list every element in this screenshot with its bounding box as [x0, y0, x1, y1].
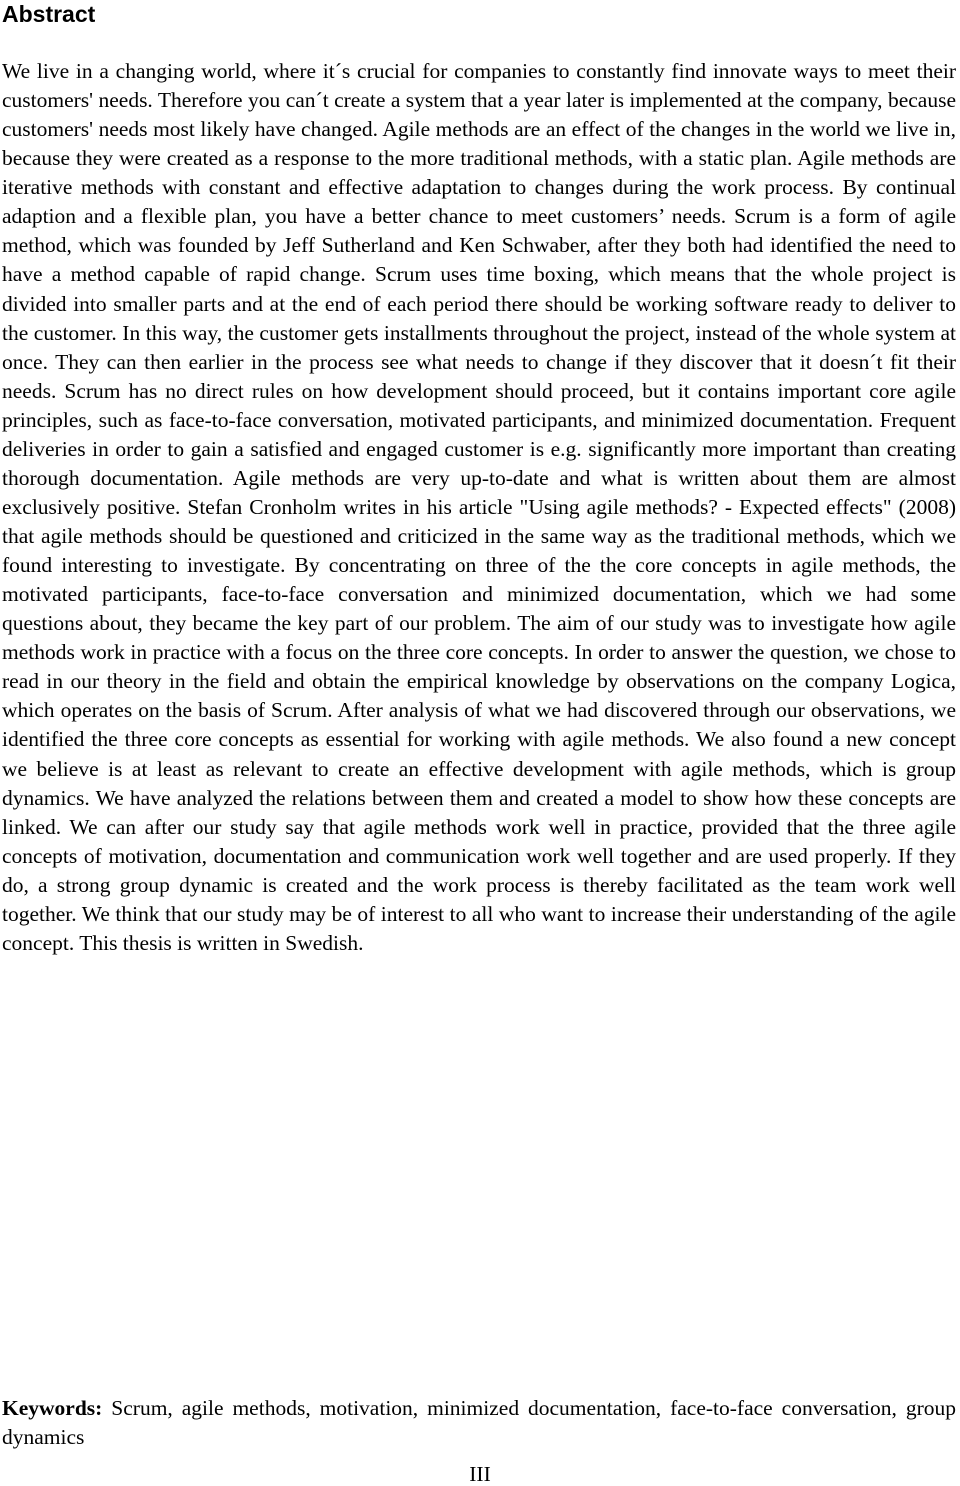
abstract-body: We live in a changing world, where it´s crucial for companies to constantly find innovate ways to meet their customers' needs. Therefore you can´t create a system that a year later is implemented at the company, because customers' needs most likely have changed. Agile methods are an effect of the changes in the world we live in, because they were created as a response to the more traditional methods, with a static plan. Agile methods are iterative methods with constant and effective adaptation to changes during the work process. By continual adaption and a flexible plan, you have a better chance to meet customers’ needs. Scrum is a form of agile method, which was founded by Jeff Sutherland and Ken Schwaber, after they both had identified the need to have a method capable of rapid change. Scrum uses time boxing, which means that the whole project is divided into smaller parts and at the end of each period there should be working software ready to deliver to the customer. In this way, the customer gets installments throughout the project, instead of the whole system at once. They can then earlier in the process see what needs to change if they discover that it doesn´t fit their needs. Scrum has no direct rules on how development should proceed, but it contains important core agile principles, such as face-to-face conversation, motivated participants, and minimized documentation. Frequent deliveries in order to gain a satisfied and engaged customer is e.g. significantly more important than creating thorough documentation. Agile methods are very up-to-date and what is written about them are almost exclusively positive. Stefan Cronholm writes in his article "Using agile methods? - Expected effects" (2008) that agile methods should be questioned and criticized in the same way as the traditional methods, which we found interesting to investigate. By concentrating on three of the the core concepts in agile methods, the motivated participants, face-to-face conversation and minimized documentation, which we had some questions about, they became the key part of our problem. The aim of our study was to investigate how agile methods work in practice with a focus on the three core concepts. In order to answer the question, we chose to read in our theory in the field and obtain the empirical knowledge by observations on the company Logica, which operates on the basis of Scrum. After analysis of what we had discovered through our observations, we identified the three core concepts as essential for working with agile methods. We also found a new concept we believe is at least as relevant to create an effective development with agile methods, which is group dynamics. We have analyzed the relations between them and created a model to show how these concepts are linked. We can after our study say that agile methods work well in practice, provided that the three agile concepts of motivation, documentation and communication work well together and are used properly. If they do, a strong group dynamic is created and the work process is thereby facilitated as the team work well together. We think that our study may be of interest to all who want to increase their understanding of the agile concept. This thesis is written in Swedish. — [2, 59, 956, 955]
page-number: III — [469, 1462, 491, 1486]
keywords-paragraph — [2, 1394, 956, 1452]
abstract-heading: Abstract — [2, 1, 96, 27]
keywords-label: Keywords: — [2, 1396, 103, 1420]
keywords-text: Scrum, agile methods, motivation, minimized documentation, face-to-face conversation, group dynamics — [2, 1396, 956, 1449]
